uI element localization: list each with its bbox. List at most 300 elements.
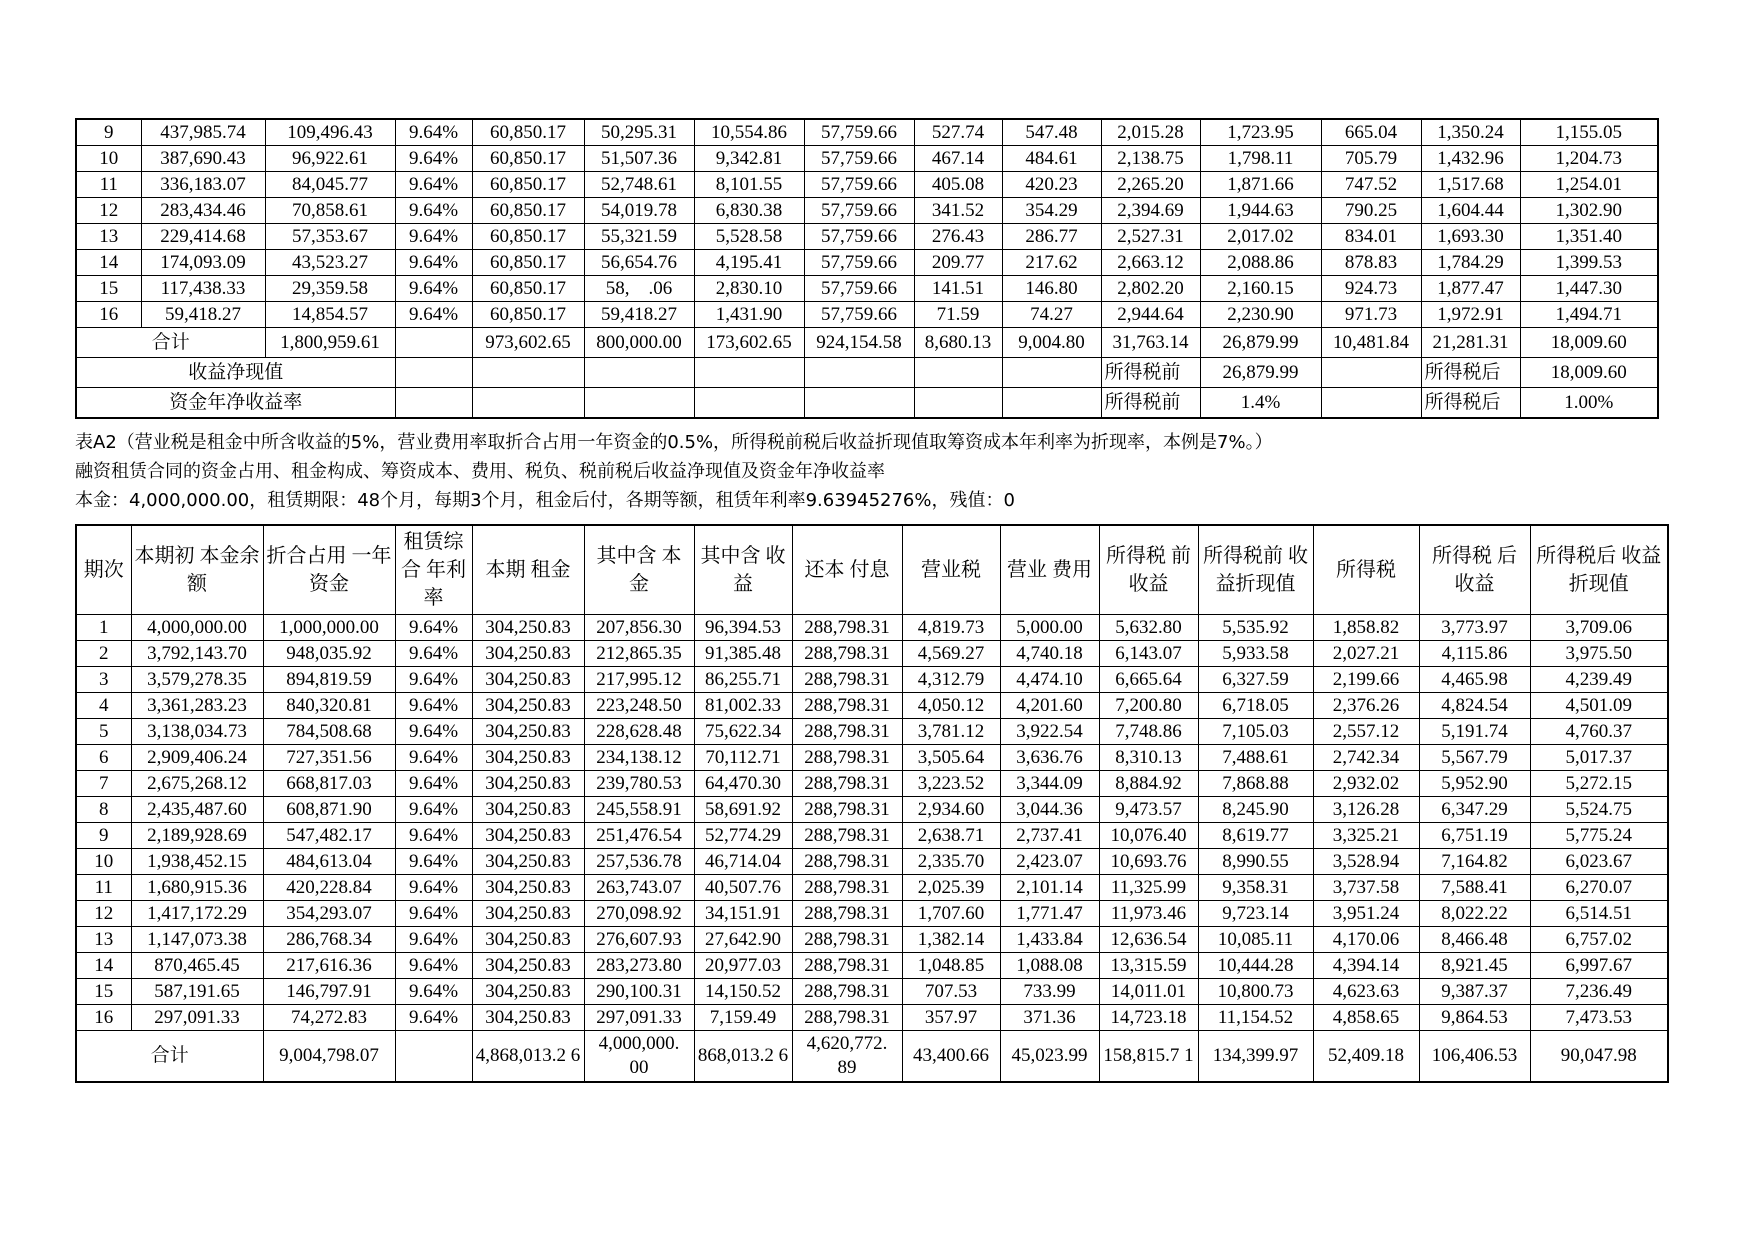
table-cell: 3,528.94	[1313, 849, 1419, 875]
table-cell: 336,183.07	[141, 172, 265, 198]
table-cell: 55,321.59	[584, 224, 694, 250]
table-cell: 229,414.68	[141, 224, 265, 250]
table-cell: 8,101.55	[694, 172, 804, 198]
period-cell: 16	[76, 1005, 131, 1031]
total-cell: 31,763.14	[1101, 328, 1200, 358]
table-cell: 10,444.28	[1198, 953, 1313, 979]
table-cell: 420.23	[1002, 172, 1101, 198]
table-row	[76, 641, 1668, 667]
table-cell: 6,347.29	[1419, 797, 1530, 823]
table-cell: 387,690.43	[141, 146, 265, 172]
table-cell: 5,528.58	[694, 224, 804, 250]
table-cell: 146,797.91	[263, 979, 395, 1005]
table-cell: 1,350.24	[1421, 119, 1520, 146]
table-cell: 9,387.37	[1419, 979, 1530, 1005]
table-cell: 3,344.09	[1000, 771, 1099, 797]
period-cell: 14	[76, 250, 141, 276]
table-cell: 304,250.83	[472, 823, 584, 849]
table-cell: 57,759.66	[804, 119, 914, 146]
table-cell: 354,293.07	[263, 901, 395, 927]
table-cell: 70,858.61	[265, 198, 395, 224]
table-row	[76, 797, 1668, 823]
empty-cell	[694, 358, 804, 388]
table-cell: 9,864.53	[1419, 1005, 1530, 1031]
table-cell: 14,011.01	[1099, 979, 1198, 1005]
table-cell: 304,250.83	[472, 875, 584, 901]
table-cell: 288,798.31	[792, 953, 902, 979]
total-cell: 173,602.65	[694, 328, 804, 358]
table-cell: 288,798.31	[792, 797, 902, 823]
table-cell: 5,524.75	[1530, 797, 1668, 823]
table-cell: 57,759.66	[804, 276, 914, 302]
total-cell: 90,047.98	[1530, 1031, 1668, 1083]
table-cell: 9.64%	[395, 172, 472, 198]
column-header: 所得税后 收益折现值	[1530, 525, 1668, 615]
table-cell: 8,310.13	[1099, 745, 1198, 771]
table-cell: 52,774.29	[694, 823, 792, 849]
table-cell: 46,714.04	[694, 849, 792, 875]
table1-body	[76, 119, 1658, 418]
table-cell: 9,473.57	[1099, 797, 1198, 823]
aftertax-value: 18,009.60	[1520, 358, 1658, 388]
pretax-label: 所得税前	[1101, 358, 1200, 388]
table-cell: 2,138.75	[1101, 146, 1200, 172]
table-cell: 9.64%	[395, 849, 472, 875]
table-cell: 7,236.49	[1530, 979, 1668, 1005]
table-cell: 6,757.02	[1530, 927, 1668, 953]
table-cell: 146.80	[1002, 276, 1101, 302]
table-cell: 8,619.77	[1198, 823, 1313, 849]
table-cell: 96,922.61	[265, 146, 395, 172]
table-cell: 288,798.31	[792, 979, 902, 1005]
table-cell: 547,482.17	[263, 823, 395, 849]
table-cell: 60,850.17	[472, 172, 584, 198]
table-cell: 60,850.17	[472, 224, 584, 250]
table-cell: 878.83	[1321, 250, 1421, 276]
table-cell: 870,465.45	[131, 953, 263, 979]
table-cell: 4,239.49	[1530, 667, 1668, 693]
table-cell: 790.25	[1321, 198, 1421, 224]
table-cell: 20,977.03	[694, 953, 792, 979]
table-cell: 371.36	[1000, 1005, 1099, 1031]
table-cell: 57,759.66	[804, 302, 914, 328]
total-cell: 134,399.97	[1198, 1031, 1313, 1083]
table-cell: 1,155.05	[1520, 119, 1658, 146]
total-cell: 106,406.53	[1419, 1031, 1530, 1083]
table-cell: 484,613.04	[263, 849, 395, 875]
total-cell: 21,281.31	[1421, 328, 1520, 358]
table-cell: 1,784.29	[1421, 250, 1520, 276]
table-cell: 276.43	[914, 224, 1002, 250]
table-cell: 2,423.07	[1000, 849, 1099, 875]
total-cell: 4,620,772. 89	[792, 1031, 902, 1083]
table-cell: 9.64%	[395, 641, 472, 667]
table-cell: 6,023.67	[1530, 849, 1668, 875]
table-cell: 547.48	[1002, 119, 1101, 146]
table-caption: 表A2（营业税是租金中所含收益的5%，营业费用率取折合占用一年资金的0.5%，所得税前税后收益折现值取筹资成本年利率为折现率，本例是7%。）	[75, 432, 1273, 453]
table-cell: 288,798.31	[792, 719, 902, 745]
table-cell: 4,394.14	[1313, 953, 1419, 979]
empty-cell	[1002, 388, 1101, 419]
table-cell: 56,654.76	[584, 250, 694, 276]
table-cell: 228,628.48	[584, 719, 694, 745]
table-cell: 217.62	[1002, 250, 1101, 276]
period-cell: 13	[76, 224, 141, 250]
table-cell: 117,438.33	[141, 276, 265, 302]
column-header: 其中含 本金	[584, 525, 694, 615]
table-cell: 354.29	[1002, 198, 1101, 224]
table-cell: 2,742.34	[1313, 745, 1419, 771]
table-cell: 3,361,283.23	[131, 693, 263, 719]
table-cell: 1,204.73	[1520, 146, 1658, 172]
table-row	[76, 875, 1668, 901]
table-cell: 10,085.11	[1198, 927, 1313, 953]
period-cell: 10	[76, 849, 131, 875]
table-cell: 60,850.17	[472, 146, 584, 172]
table-row	[76, 119, 1658, 146]
table-cell: 3,505.64	[902, 745, 1000, 771]
empty-cell	[914, 358, 1002, 388]
table-cell: 4,569.27	[902, 641, 1000, 667]
column-header: 租赁综 合 年利率	[395, 525, 472, 615]
table-cell: 1,088.08	[1000, 953, 1099, 979]
table-cell: 304,250.83	[472, 979, 584, 1005]
table-cell: 11,154.52	[1198, 1005, 1313, 1031]
table-cell: 60,850.17	[472, 119, 584, 146]
table-cell: 13,315.59	[1099, 953, 1198, 979]
column-header: 所得税	[1313, 525, 1419, 615]
table-cell: 5,535.92	[1198, 615, 1313, 641]
table-cell: 1,048.85	[902, 953, 1000, 979]
table-cell: 270,098.92	[584, 901, 694, 927]
table-cell: 3,636.76	[1000, 745, 1099, 771]
lease-schedule-table	[75, 524, 1669, 1083]
pretax-label: 所得税前	[1101, 388, 1200, 419]
table-cell: 3,138,034.73	[131, 719, 263, 745]
table-cell: 5,272.15	[1530, 771, 1668, 797]
table-cell: 1,858.82	[1313, 615, 1419, 641]
table-cell: 304,250.83	[472, 615, 584, 641]
table-cell: 3,951.24	[1313, 901, 1419, 927]
table-cell: 3,792,143.70	[131, 641, 263, 667]
rate-row	[76, 388, 1658, 419]
table-cell: 5,191.74	[1419, 719, 1530, 745]
aftertax-value: 1.00%	[1520, 388, 1658, 419]
table-cell: 747.52	[1321, 172, 1421, 198]
table-cell: 7,588.41	[1419, 875, 1530, 901]
table-cell: 608,871.90	[263, 797, 395, 823]
table-cell: 6,514.51	[1530, 901, 1668, 927]
table-cell: 234,138.12	[584, 745, 694, 771]
table-cell: 587,191.65	[131, 979, 263, 1005]
empty-cell	[914, 388, 1002, 419]
table-cell: 304,250.83	[472, 719, 584, 745]
table-cell: 1,147,073.38	[131, 927, 263, 953]
table-cell: 288,798.31	[792, 927, 902, 953]
table-cell: 9.64%	[395, 745, 472, 771]
column-header: 本期初 本金余额	[131, 525, 263, 615]
column-header: 其中含 收益	[694, 525, 792, 615]
table-cell: 5,952.90	[1419, 771, 1530, 797]
table-cell: 288,798.31	[792, 901, 902, 927]
column-header: 所得税 后收益	[1419, 525, 1530, 615]
table-cell: 2,944.64	[1101, 302, 1200, 328]
table-cell: 357.97	[902, 1005, 1000, 1031]
table-cell: 2,265.20	[1101, 172, 1200, 198]
table-cell: 7,868.88	[1198, 771, 1313, 797]
table-cell: 9.64%	[395, 667, 472, 693]
table-cell: 288,798.31	[792, 849, 902, 875]
table-cell: 8,921.45	[1419, 953, 1530, 979]
table-cell: 288,798.31	[792, 875, 902, 901]
table-cell: 1,417,172.29	[131, 901, 263, 927]
table-cell: 40,507.76	[694, 875, 792, 901]
table-row	[76, 276, 1658, 302]
table-cell: 7,473.53	[1530, 1005, 1668, 1031]
table-cell: 1,877.47	[1421, 276, 1520, 302]
table-cell: 60,850.17	[472, 250, 584, 276]
empty-cell	[1002, 358, 1101, 388]
table-cell: 50,295.31	[584, 119, 694, 146]
empty-cell	[804, 388, 914, 419]
table-cell: 57,759.66	[804, 198, 914, 224]
empty-cell	[584, 358, 694, 388]
table-cell: 57,759.66	[804, 172, 914, 198]
table-cell: 5,775.24	[1530, 823, 1668, 849]
table-cell: 9.64%	[395, 979, 472, 1005]
table-cell: 223,248.50	[584, 693, 694, 719]
table-cell: 3,781.12	[902, 719, 1000, 745]
table-cell: 9.64%	[395, 276, 472, 302]
table-row	[76, 719, 1668, 745]
table-cell: 9.64%	[395, 302, 472, 328]
period-cell: 11	[76, 875, 131, 901]
rate-row-label: 资金年净收益率	[76, 388, 395, 419]
total-label: 合计	[76, 1031, 263, 1083]
table-cell: 727,351.56	[263, 745, 395, 771]
table-cell: 1,798.11	[1200, 146, 1321, 172]
table-cell: 668,817.03	[263, 771, 395, 797]
table-cell: 1,351.40	[1520, 224, 1658, 250]
column-header: 期次	[76, 525, 131, 615]
table-cell: 2,376.26	[1313, 693, 1419, 719]
table-cell: 1,382.14	[902, 927, 1000, 953]
table-cell: 1,433.84	[1000, 927, 1099, 953]
table-cell: 286,768.34	[263, 927, 395, 953]
period-cell: 7	[76, 771, 131, 797]
table-cell: 2,830.10	[694, 276, 804, 302]
table-cell: 5,933.58	[1198, 641, 1313, 667]
table-cell: 4,501.09	[1530, 693, 1668, 719]
table-cell: 7,200.80	[1099, 693, 1198, 719]
table-cell: 6,327.59	[1198, 667, 1313, 693]
total-cell	[395, 1031, 472, 1083]
lease-terms: 本金：4,000,000.00，租赁期限：48个月，每期3个月，租金后付，各期等额，租赁年利率9.63945276%，残值：0	[75, 490, 1015, 511]
table-cell: 304,250.83	[472, 797, 584, 823]
period-cell: 9	[76, 823, 131, 849]
table-cell: 7,105.03	[1198, 719, 1313, 745]
total-cell: 924,154.58	[804, 328, 914, 358]
table-cell: 4,312.79	[902, 667, 1000, 693]
table2-header-row	[76, 525, 1668, 615]
table-cell: 297,091.33	[584, 1005, 694, 1031]
total-row	[76, 328, 1658, 358]
table-cell: 2,027.21	[1313, 641, 1419, 667]
table-cell: 304,250.83	[472, 771, 584, 797]
table-cell: 57,759.66	[804, 224, 914, 250]
table-cell: 2,934.60	[902, 797, 1000, 823]
total-row	[76, 1031, 1668, 1083]
table2-body	[76, 615, 1668, 1083]
table-cell: 6,997.67	[1530, 953, 1668, 979]
table-cell: 57,759.66	[804, 146, 914, 172]
table-cell: 1,432.96	[1421, 146, 1520, 172]
table-cell: 9.64%	[395, 953, 472, 979]
table-cell: 304,250.83	[472, 641, 584, 667]
table-cell: 9.64%	[395, 823, 472, 849]
table-cell: 288,798.31	[792, 667, 902, 693]
table-cell: 60,850.17	[472, 302, 584, 328]
table-cell: 217,995.12	[584, 667, 694, 693]
table-row	[76, 250, 1658, 276]
empty-cell	[395, 388, 472, 419]
total-cell: 45,023.99	[1000, 1031, 1099, 1083]
table-cell: 834.01	[1321, 224, 1421, 250]
table-cell: 9.64%	[395, 797, 472, 823]
table-cell: 707.53	[902, 979, 1000, 1005]
table-row	[76, 693, 1668, 719]
table-cell: 3,773.97	[1419, 615, 1530, 641]
table-cell: 9.64%	[395, 224, 472, 250]
table-title: 融资租赁合同的资金占用、租金构成、筹资成本、费用、税负、税前税后收益净现值及资金年净收益率	[75, 461, 885, 482]
table-cell: 3,737.58	[1313, 875, 1419, 901]
table-cell: 2,199.66	[1313, 667, 1419, 693]
period-cell: 11	[76, 172, 141, 198]
table-cell: 2,335.70	[902, 849, 1000, 875]
table-cell: 1,431.90	[694, 302, 804, 328]
table-cell: 2,025.39	[902, 875, 1000, 901]
table-cell: 924.73	[1321, 276, 1421, 302]
table-cell: 4,201.60	[1000, 693, 1099, 719]
table-cell: 1,604.44	[1421, 198, 1520, 224]
period-cell: 2	[76, 641, 131, 667]
table-cell: 6,665.64	[1099, 667, 1198, 693]
table-cell: 2,557.12	[1313, 719, 1419, 745]
table-cell: 1,972.91	[1421, 302, 1520, 328]
table-cell: 34,151.91	[694, 901, 792, 927]
total-cell: 9,004,798.07	[263, 1031, 395, 1083]
table-cell: 14,723.18	[1099, 1005, 1198, 1031]
table-cell: 71.59	[914, 302, 1002, 328]
table-row	[76, 146, 1658, 172]
table-cell: 59,418.27	[141, 302, 265, 328]
total-cell: 868,013.2 6	[694, 1031, 792, 1083]
table-cell: 3,126.28	[1313, 797, 1419, 823]
total-cell: 4,000,000. 00	[584, 1031, 694, 1083]
table-cell: 5,567.79	[1419, 745, 1530, 771]
table-cell: 1,707.60	[902, 901, 1000, 927]
total-cell: 43,400.66	[902, 1031, 1000, 1083]
table-cell: 14,854.57	[265, 302, 395, 328]
table-cell: 297,091.33	[131, 1005, 263, 1031]
table-cell: 4,824.54	[1419, 693, 1530, 719]
table-cell: 3,044.36	[1000, 797, 1099, 823]
table-cell: 2,435,487.60	[131, 797, 263, 823]
column-header: 折合占用 一年资金	[263, 525, 395, 615]
period-cell: 4	[76, 693, 131, 719]
table-cell: 51,507.36	[584, 146, 694, 172]
table-cell: 4,740.18	[1000, 641, 1099, 667]
table-cell: 288,798.31	[792, 771, 902, 797]
empty-cell	[584, 388, 694, 419]
table-cell: 2,230.90	[1200, 302, 1321, 328]
table-cell: 283,434.46	[141, 198, 265, 224]
total-cell: 10,481.84	[1321, 328, 1421, 358]
table-cell: 209.77	[914, 250, 1002, 276]
table-cell: 1,447.30	[1520, 276, 1658, 302]
table-cell: 2,663.12	[1101, 250, 1200, 276]
table-cell: 2,909,406.24	[131, 745, 263, 771]
table-cell: 2,527.31	[1101, 224, 1200, 250]
table-cell: 705.79	[1321, 146, 1421, 172]
table-cell: 12,636.54	[1099, 927, 1198, 953]
table-cell: 5,000.00	[1000, 615, 1099, 641]
table-cell: 1,944.63	[1200, 198, 1321, 224]
table-cell: 2,394.69	[1101, 198, 1200, 224]
table-row	[76, 771, 1668, 797]
table-cell: 239,780.53	[584, 771, 694, 797]
table-cell: 288,798.31	[792, 823, 902, 849]
table-cell: 5,017.37	[1530, 745, 1668, 771]
table-cell: 9.64%	[395, 771, 472, 797]
table-cell: 27,642.90	[694, 927, 792, 953]
table-cell: 733.99	[1000, 979, 1099, 1005]
table-cell: 8,022.22	[1419, 901, 1530, 927]
total-cell: 158,815.7 1	[1099, 1031, 1198, 1083]
total-cell: 18,009.60	[1520, 328, 1658, 358]
pretax-value: 26,879.99	[1200, 358, 1321, 388]
table-cell: 304,250.83	[472, 849, 584, 875]
table-cell: 29,359.58	[265, 276, 395, 302]
table-cell: 9,358.31	[1198, 875, 1313, 901]
table-cell: 9.64%	[395, 927, 472, 953]
table-cell: 304,250.83	[472, 693, 584, 719]
empty-cell	[472, 358, 584, 388]
table-cell: 341.52	[914, 198, 1002, 224]
table-cell: 84,045.77	[265, 172, 395, 198]
table-cell: 3,223.52	[902, 771, 1000, 797]
table-cell: 437,985.74	[141, 119, 265, 146]
period-cell: 12	[76, 901, 131, 927]
period-cell: 13	[76, 927, 131, 953]
table-row	[76, 901, 1668, 927]
pretax-value: 1.4%	[1200, 388, 1321, 419]
table-cell: 2,088.86	[1200, 250, 1321, 276]
table-cell: 141.51	[914, 276, 1002, 302]
table-cell: 2,160.15	[1200, 276, 1321, 302]
total-cell: 9,004.80	[1002, 328, 1101, 358]
period-cell: 8	[76, 797, 131, 823]
table-cell: 405.08	[914, 172, 1002, 198]
table-cell: 91,385.48	[694, 641, 792, 667]
table-row	[76, 849, 1668, 875]
period-cell: 10	[76, 146, 141, 172]
table-cell: 4,050.12	[902, 693, 1000, 719]
table-cell: 10,800.73	[1198, 979, 1313, 1005]
table-cell: 2,101.14	[1000, 875, 1099, 901]
table-cell: 59,418.27	[584, 302, 694, 328]
table-cell: 10,693.76	[1099, 849, 1198, 875]
